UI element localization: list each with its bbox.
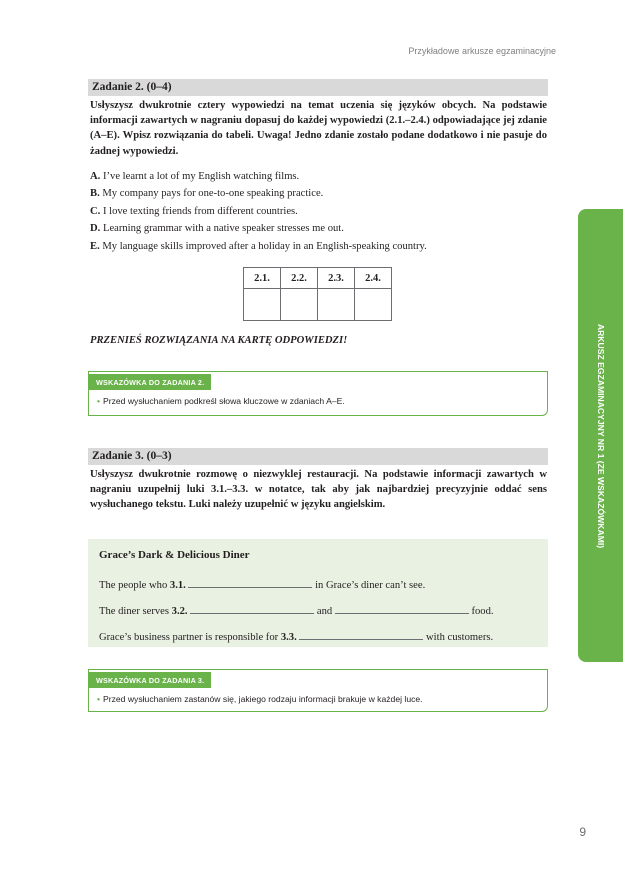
- task-2-hint-label: WSKAZÓWKA DO ZADANIA 2.: [89, 374, 211, 390]
- notes-line-3-2: The diner serves 3.2. and food.: [99, 606, 494, 617]
- answer-cell-2-1[interactable]: [244, 289, 281, 321]
- transfer-note: PRZENIEŚ ROZWIĄZANIA NA KARTĘ ODPOWIEDZI!: [90, 335, 348, 346]
- bullet-icon: •: [97, 396, 101, 406]
- task-3-hint-text: • Przed wysłuchaniem zastanów się, jakiego rodzaju informacji brakuje w każdej luce.: [97, 694, 423, 704]
- gap-3-2b[interactable]: [335, 604, 469, 614]
- task-2-title: Zadanie 2. (0–4): [88, 79, 548, 96]
- answer-header-2-3: 2.3.: [318, 268, 355, 289]
- notes-line-3-3: Grace’s business partner is responsible for 3.3. with customers.: [99, 632, 494, 643]
- running-header: Przykładowe arkusze egzaminacyjne: [408, 46, 556, 56]
- option-e: E. My language skills improved after a holiday in an English-speaking country.: [90, 240, 427, 252]
- task-3-hint-label: WSKAZÓWKA DO ZADANIA 3.: [89, 672, 211, 688]
- gap-3-1[interactable]: [188, 578, 312, 588]
- notes-title: Grace’s Dark & Delicious Diner: [99, 549, 250, 561]
- task-2-options: [90, 168, 550, 255]
- side-tab-label: ARKUSZ EGZAMINACYJNY NR 1 (ZE WSKAZÓWKAMI): [595, 323, 606, 548]
- answer-cell-2-3[interactable]: [318, 289, 355, 321]
- task-3-title: Zadanie 3. (0–3): [88, 448, 548, 465]
- notes-line-3-1: The people who 3.1. in Grace’s diner can’t see.: [99, 580, 426, 591]
- task-2-instruction: Usłyszysz dwukrotnie cztery wypowiedzi na temat uczenia się języków obcych. Na podstawie informacji zawartych w nagraniu dopasuj do każdej wypowiedzi (2.1.–2.4.) odpowiadające jej zdanie (A–E). Wpisz rozwiązania do tabeli. Uwaga! Jedno zdanie zostało podane dodatkowo i nie pasuje do żadnej wypowiedzi.: [90, 100, 547, 157]
- task-3-instruction: Usłyszysz dwukrotnie rozmowę o niezwyklej restauracji. Na podstawie informacji zawartych w nagraniu uzupełnij luki 3.1.–3.3. w notatce, tak aby jak najbardziej precyzyjnie oddać sens wysłuchanego tekstu. Luki należy uzupełnić w języku angielskim.: [90, 469, 547, 511]
- task-3-hint-box: [88, 669, 548, 712]
- option-d: D. Learning grammar with a native speaker stresses me out.: [90, 223, 344, 235]
- option-b: B. My company pays for one-to-one speaking practice.: [90, 188, 324, 200]
- answer-cell-2-4[interactable]: [355, 289, 392, 321]
- gap-3-3[interactable]: [299, 630, 423, 640]
- bullet-icon: •: [97, 694, 101, 704]
- page-number: 9: [579, 825, 586, 839]
- gap-3-2a[interactable]: [190, 604, 314, 614]
- task-2-hint-box: [88, 371, 548, 416]
- task-2-hint-text: • Przed wysłuchaniem podkreśl słowa kluczowe w zdaniach A–E.: [97, 396, 345, 406]
- option-a: A. I’ve learnt a lot of my English watching films.: [90, 171, 300, 182]
- answer-header-2-1: 2.1.: [244, 268, 281, 289]
- answer-cell-2-2[interactable]: [281, 289, 318, 321]
- notes-box: [88, 539, 548, 647]
- side-tab: [578, 209, 623, 662]
- option-c: C. I love texting friends from different countries.: [90, 205, 298, 217]
- answer-header-2-4: 2.4.: [355, 268, 392, 289]
- answer-header-2-2: 2.2.: [281, 268, 318, 289]
- answer-table: [243, 267, 392, 321]
